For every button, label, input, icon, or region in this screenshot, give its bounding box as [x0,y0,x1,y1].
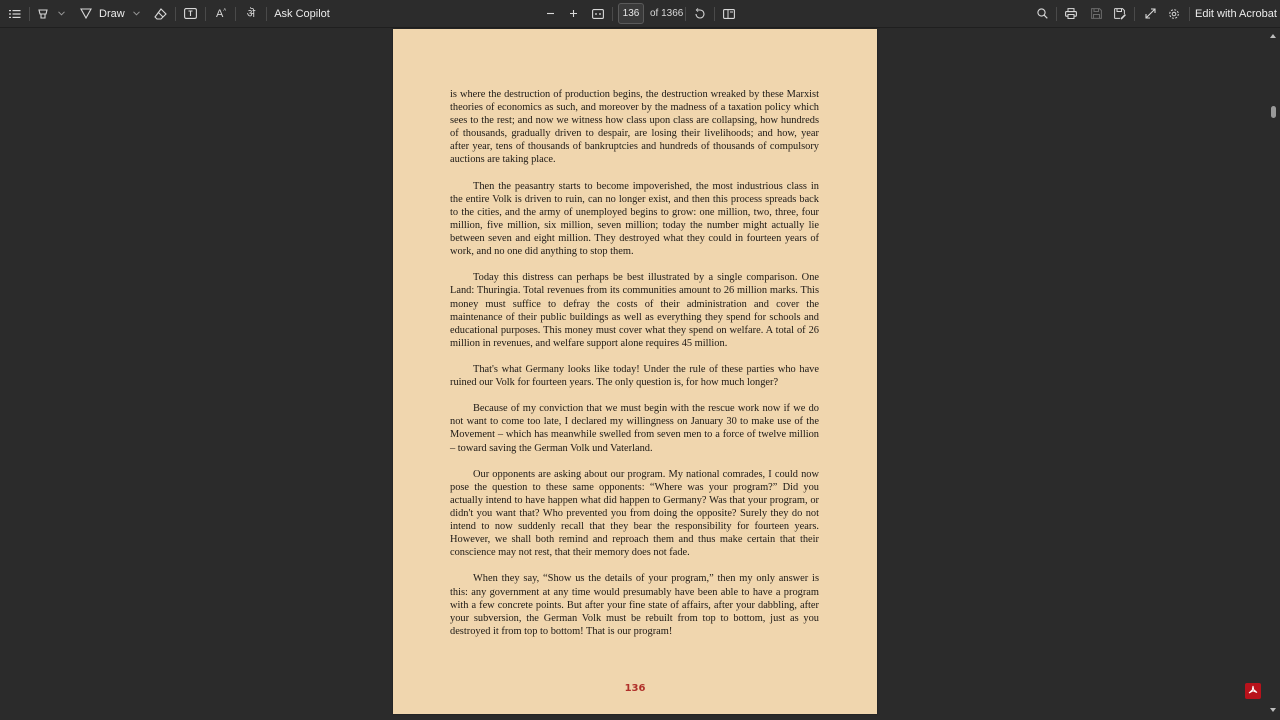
save-as-button[interactable] [1112,0,1128,27]
edit-with-acrobat-button[interactable] [1195,0,1277,27]
divider [205,7,206,21]
translate-button[interactable] [242,0,260,27]
chevron-down-icon [58,11,65,16]
ask-copilot-button[interactable] [276,0,328,27]
settings-button[interactable] [1166,0,1182,27]
text-box-icon [184,8,197,19]
translate-icon: ऄ [246,8,256,20]
chevron-down-icon [133,11,140,16]
plus-icon [569,9,578,18]
read-aloud-button[interactable] [212,0,230,27]
paragraph: Then the peasantry starts to become impoverished, the most industrious class in the entire Volk is driven to ruin, can no longer exist, and then this process spreads back to the cities, and the army of unemployed begins to grow: one million, two, three, four million, five million, six million, seven million; today the number might actually lie between seven and eight million. They destroyed what they could in fourteen years of work, and no one did anything to stop them. [450,180,819,258]
draw-label: Draw [99,7,125,20]
edit-with-acrobat-label: Edit with Acrobat [1195,7,1277,20]
divider [266,7,267,21]
page-number-input[interactable]: 136 [618,3,644,24]
paragraph: Today this distress can perhaps be best illustrated by a single comparison. One Land: Thuringia. Total revenues from its communities amount to 26 million marks. This money must suffice to defray the costs of their administration and cover the maintenance of their public buildings as well as everything they spend for schools and educational purposes. This money must cover what they spend on welfare. A total of 26 million in revenues, and welfare support alone requires 45 million. [450,272,819,349]
divider [714,7,715,21]
pdf-page [393,29,877,714]
scrollbar-thumb[interactable] [1271,106,1276,118]
fit-page-icon [592,9,604,19]
scroll-down-arrow-icon[interactable] [1270,708,1276,712]
vertical-scrollbar[interactable] [1266,28,1280,720]
save-button[interactable] [1088,0,1104,27]
page-number-footer: 136 [624,683,646,694]
acrobat-button[interactable] [1245,683,1261,699]
fullscreen-button[interactable] [1142,0,1158,27]
draw-dropdown[interactable] [130,0,142,27]
fit-page-button[interactable] [590,0,606,27]
page-view-button[interactable] [721,0,737,27]
top-toolbar [0,0,1280,28]
print-icon [1065,8,1077,19]
divider [1189,7,1190,21]
document-viewer [0,28,1280,720]
draw-icon [80,8,92,19]
rotate-icon [694,8,706,20]
divider [1134,7,1135,21]
divider [235,7,236,21]
page-text [450,88,819,651]
expand-icon [1145,8,1156,19]
paragraph: Because of my conviction that we must begin with the rescue work now if we do not want to come too late, I declared my willingness on January 30 to make use of the Movement – which has meanwhile swelled from seven men to a force of twelve million – toward saving the German Volk und Vaterland. [450,403,819,454]
contents-button[interactable] [6,0,24,27]
highlight-dropdown[interactable] [55,0,67,27]
paragraph: When they say, “Show us the details of your program,” then my only answer is this: any government at any time would presumably have been able to have a program with a few concrete points. But after your fine state of affairs, after your dabbling, after your subversion, the German Volk must be rebuilt from top to bottom, just as you destroyed it from top to bottom! That is our program! [450,573,819,637]
gear-icon [1168,8,1180,20]
eraser-icon [154,8,167,20]
divider [1056,7,1057,21]
highlight-button[interactable] [35,0,51,27]
divider [612,7,613,21]
save-icon [1091,8,1102,19]
divider [29,7,30,21]
page-view-icon [723,9,735,19]
text-box-button[interactable] [182,0,198,27]
print-button[interactable] [1063,0,1079,27]
divider [685,7,686,21]
rotate-button[interactable] [692,0,708,27]
page-total: of 1366 [650,8,684,19]
search-button[interactable] [1034,0,1050,27]
search-icon [1037,8,1048,19]
erase-button[interactable] [152,0,168,27]
draw-button[interactable] [80,0,124,27]
zoom-out-button[interactable] [543,0,557,27]
paragraph: is where the destruction of production begins, the destruction wreaked by these Marxist theories of economics as such, and moreover by the madness of a taxation policy which sees to the rest; and now we witness how class upon class are collapsing, how hundreds of thousands, gradually driven to despair, are losing their livelihoods; and how, year after year, tens of thousands of bankruptcies and hundreds of thousands of compulsory auctions are taking place. [450,89,819,166]
zoom-in-button[interactable] [566,0,580,27]
ask-copilot-label: Ask Copilot [274,7,330,20]
paragraph: That's what Germany looks like today! Under the rule of these parties who have ruined our Volk for fourteen years. The only question is, for how much longer? [450,363,819,389]
acrobat-logo-icon [1248,682,1258,700]
list-icon [9,9,21,19]
divider [175,7,176,21]
minus-icon [546,9,555,18]
highlighter-icon [37,8,49,20]
scroll-up-arrow-icon[interactable] [1270,34,1276,38]
save-as-icon [1114,8,1126,20]
read-aloud-icon: $A^ᴬ$ [215,7,227,20]
paragraph: Our opponents are asking about our program. My national comrades, I could now pose the question to these same opponents: “Where was your program?” Did you actually intend to have happen what did happen to Germany? Was that your program, or didn't you want that? Who prevented you from doing the opposite? Surely they do not intend to now suddenly recall that they bear the responsibility for fourteen years. However, we shall both remind and reproach them and thus make certain that their conscience may not rest, that their memory does not fade. [450,468,819,559]
